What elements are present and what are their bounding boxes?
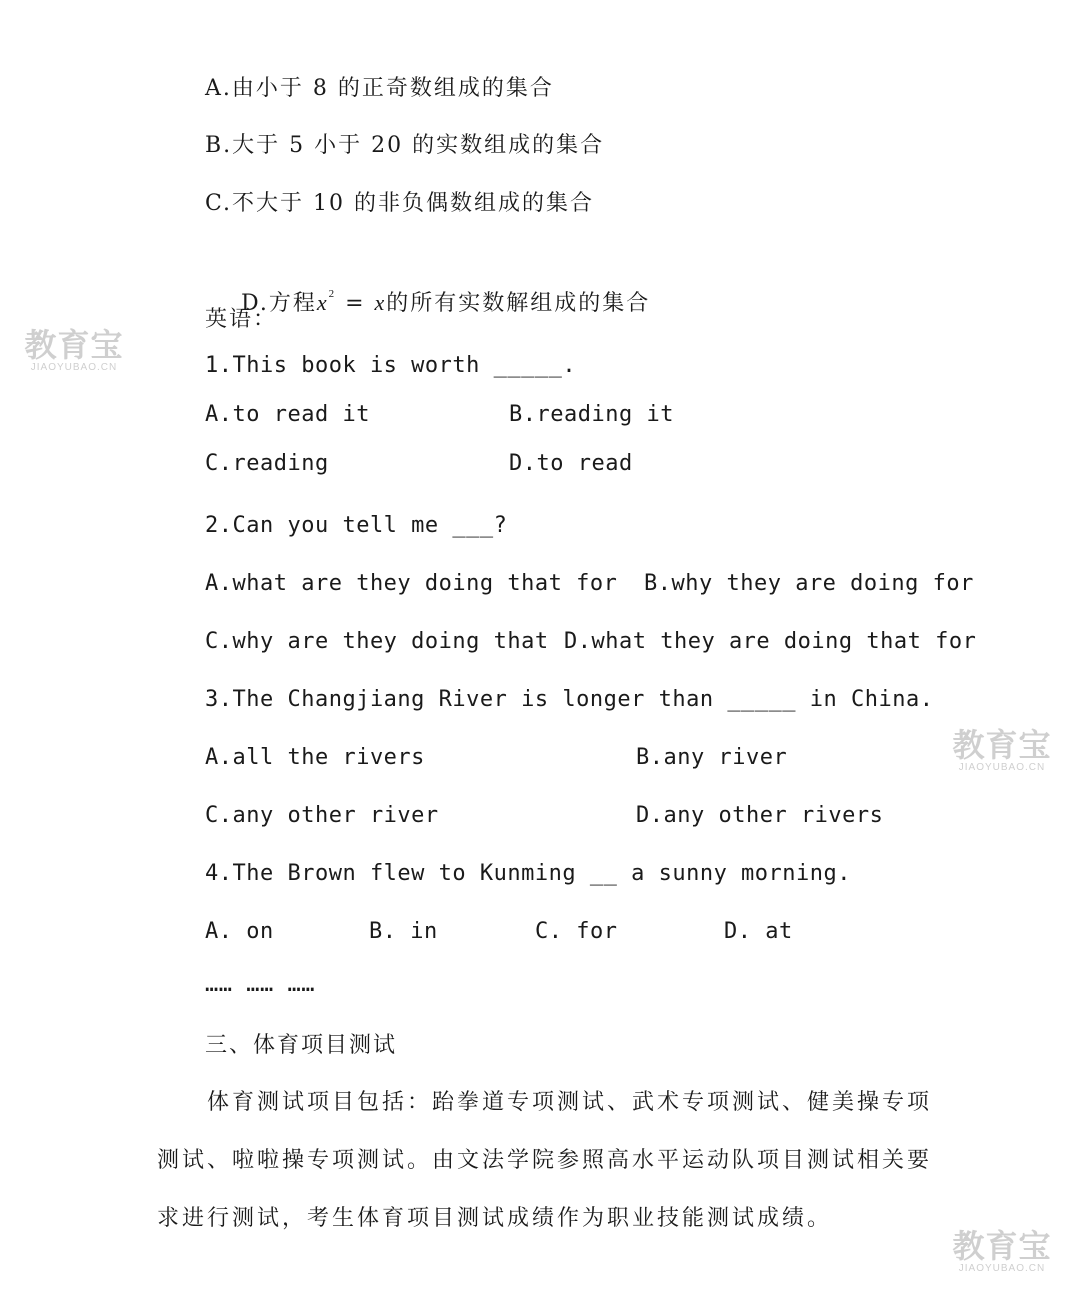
- question-3-stem: 3.The Changjiang River is longer than _____ in China.: [205, 687, 934, 712]
- question-4-option-b: B. in: [369, 919, 438, 944]
- math-exponent: 2: [328, 288, 337, 300]
- question-4-stem: 4.The Brown flew to Kunming __ a sunny morning.: [205, 861, 852, 886]
- question-2-option-b: B.why they are doing for: [644, 571, 974, 596]
- question-1-option-b: B.reading it: [509, 402, 674, 427]
- watermark-logo: 教育宝 JIAOYUBAO.CN: [952, 727, 1052, 773]
- section-body: 体育测试项目包括：跆拳道专项测试、武术专项测试、健美操专项测试、啦啦操专项测试。由文法学院参照高水平运动队项目测试相关要求进行测试，考生体育项目测试成绩作为职业技能测试成绩。: [157, 1090, 933, 1231]
- math-option-b: B.大于 5 小于 20 的实数组成的集合: [205, 133, 605, 158]
- question-4-option-a: A. on: [205, 919, 274, 944]
- math-variable-rhs: x: [374, 290, 387, 315]
- question-2-option-d: D.what they are doing that for: [564, 629, 977, 654]
- math-option-a: A.由小于 8 的正奇数组成的集合: [205, 76, 554, 101]
- math-option-c: C.不大于 10 的非负偶数组成的集合: [205, 191, 595, 216]
- question-2-option-c: C.why are they doing that: [205, 629, 549, 654]
- question-3-option-a: A.all the rivers: [205, 745, 425, 770]
- question-1-stem: 1.This book is worth _____.: [205, 353, 577, 378]
- math-equals: =: [336, 291, 375, 316]
- math-option-d-suffix: 的所有实数解组成的集合: [386, 291, 651, 316]
- question-2-stem: 2.Can you tell me ___?: [205, 513, 508, 538]
- ellipsis: …… …… ……: [205, 972, 315, 997]
- question-1-option-d: D.to read: [509, 451, 633, 476]
- question-4-option-c: C. for: [535, 919, 618, 944]
- english-heading: 英语：: [205, 307, 278, 332]
- question-4-option-d: D. at: [724, 919, 793, 944]
- math-option-d-prefix: D.方程: [240, 291, 317, 316]
- question-1-option-a: A.to read it: [205, 402, 370, 427]
- question-3-option-d: D.any other rivers: [636, 803, 884, 828]
- question-1-option-c: C.reading: [205, 451, 329, 476]
- math-variable: $x^2$: [316, 288, 337, 315]
- question-2-option-a: A.what are they doing that for: [205, 571, 618, 596]
- question-3-option-b: B.any river: [636, 745, 788, 770]
- watermark-logo: 教育宝 JIAOYUBAO.CN: [952, 1228, 1052, 1274]
- watermark-logo: 教育宝 JIAOYUBAO.CN: [24, 327, 124, 373]
- question-3-option-c: C.any other river: [205, 803, 439, 828]
- section-heading: 三、体育项目测试: [205, 1033, 398, 1058]
